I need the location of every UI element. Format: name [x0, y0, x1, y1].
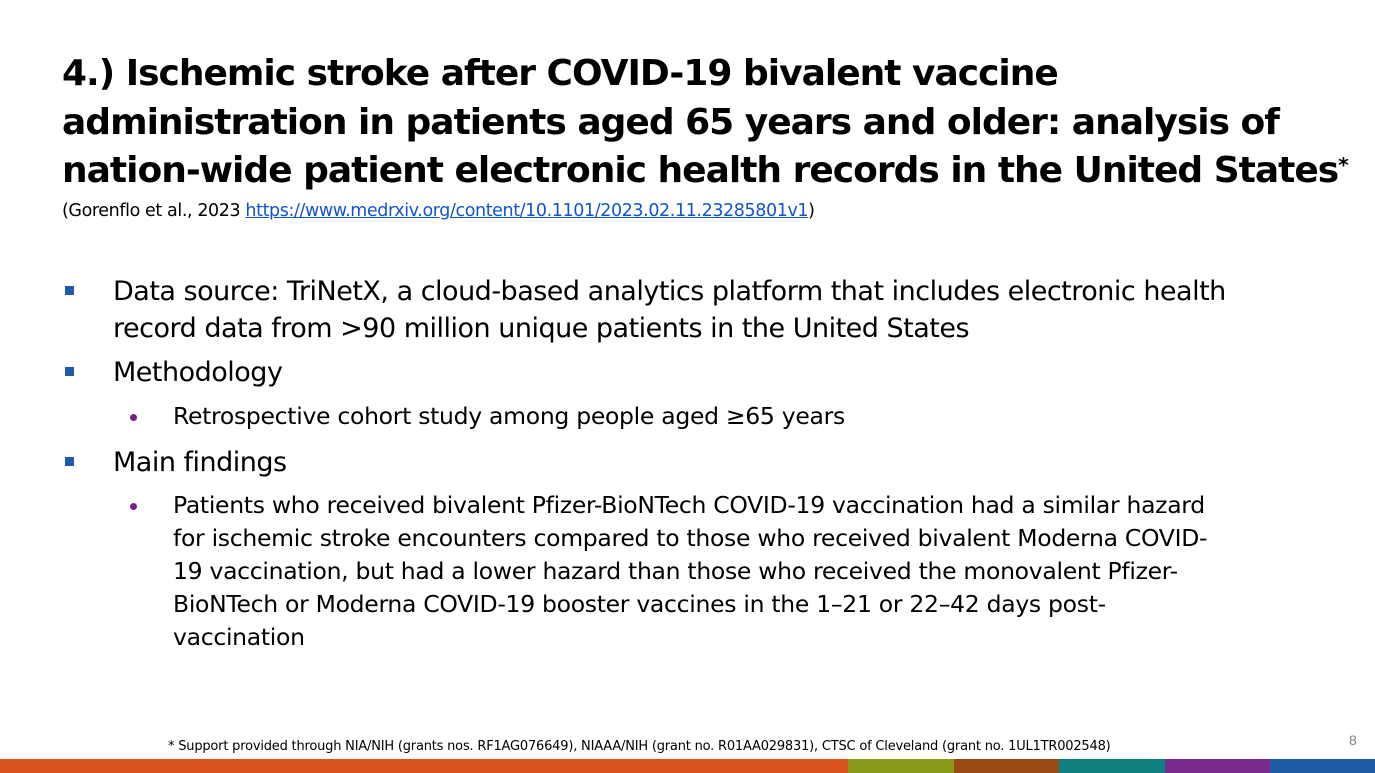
bottom-bar-segment	[954, 759, 1059, 773]
round-bullet-icon	[130, 414, 137, 421]
bullet-text: Data source: TriNetX, a cloud-based analytics platform that includes electronic health record data from >90 million unique patients in the United States	[113, 276, 1226, 344]
citation	[62, 198, 815, 224]
sub-bullet-item-methodology	[62, 400, 1312, 433]
bottom-bar-segment	[1165, 759, 1271, 773]
citation-link[interactable]: https://www.medrxiv.org/content/10.1101/2023.02.11.23285801v1	[245, 201, 809, 221]
bullet-text: Main findings	[113, 446, 287, 478]
square-bullet-icon	[65, 457, 74, 466]
bottom-color-bar	[0, 759, 1375, 773]
sub-bullet-text: Retrospective cohort study among people aged ≥65 years	[173, 401, 845, 430]
footnote: * Support provided through NIA/NIH (grants nos. RF1AG076649), NIAAA/NIH (grant no. R01AA029831), CTSC of Cleveland (grant no. 1UL1TR002548)	[168, 739, 1111, 754]
square-bullet-icon	[65, 367, 74, 376]
citation-prefix: (Gorenflo et al., 2023	[62, 201, 246, 221]
slide-title	[62, 50, 1352, 196]
square-bullet-icon	[65, 286, 74, 295]
bottom-bar-segment	[0, 759, 848, 773]
bullet-text: Methodology	[113, 357, 283, 388]
title-footnote-mark: *	[1338, 153, 1348, 177]
sub-bullet-item-findings	[62, 489, 1233, 654]
bottom-bar-segment	[848, 759, 954, 773]
round-bullet-icon	[130, 503, 137, 510]
bullet-item-main-findings	[62, 445, 1312, 482]
citation-suffix: )	[808, 201, 815, 221]
bottom-bar-segment	[1270, 759, 1375, 773]
sub-bullet-text: Patients who received bivalent Pfizer-BioNTech COVID-19 vaccination had a similar hazard for ischemic stroke encounters compared to those who received bivalent Moderna COVID-19 vaccination, but had a lower hazard than those who received the monovalent Pfizer-BioNTech or Moderna COVID-19 booster vaccines in the 1–21 or 22–42 days post-vaccination	[173, 491, 1208, 651]
slide-title-text: 4.) Ischemic stroke after COVID-19 bivalent vaccine administration in patients aged 65 years and older: analysis of nation-wide patient electronic health records in the United States	[62, 53, 1339, 191]
bullet-item-methodology	[62, 355, 1312, 392]
page-number: 8	[1349, 732, 1357, 748]
bullet-list	[62, 274, 1312, 654]
bottom-bar-segment	[1059, 759, 1165, 773]
bullet-item-data-source	[62, 274, 1312, 347]
